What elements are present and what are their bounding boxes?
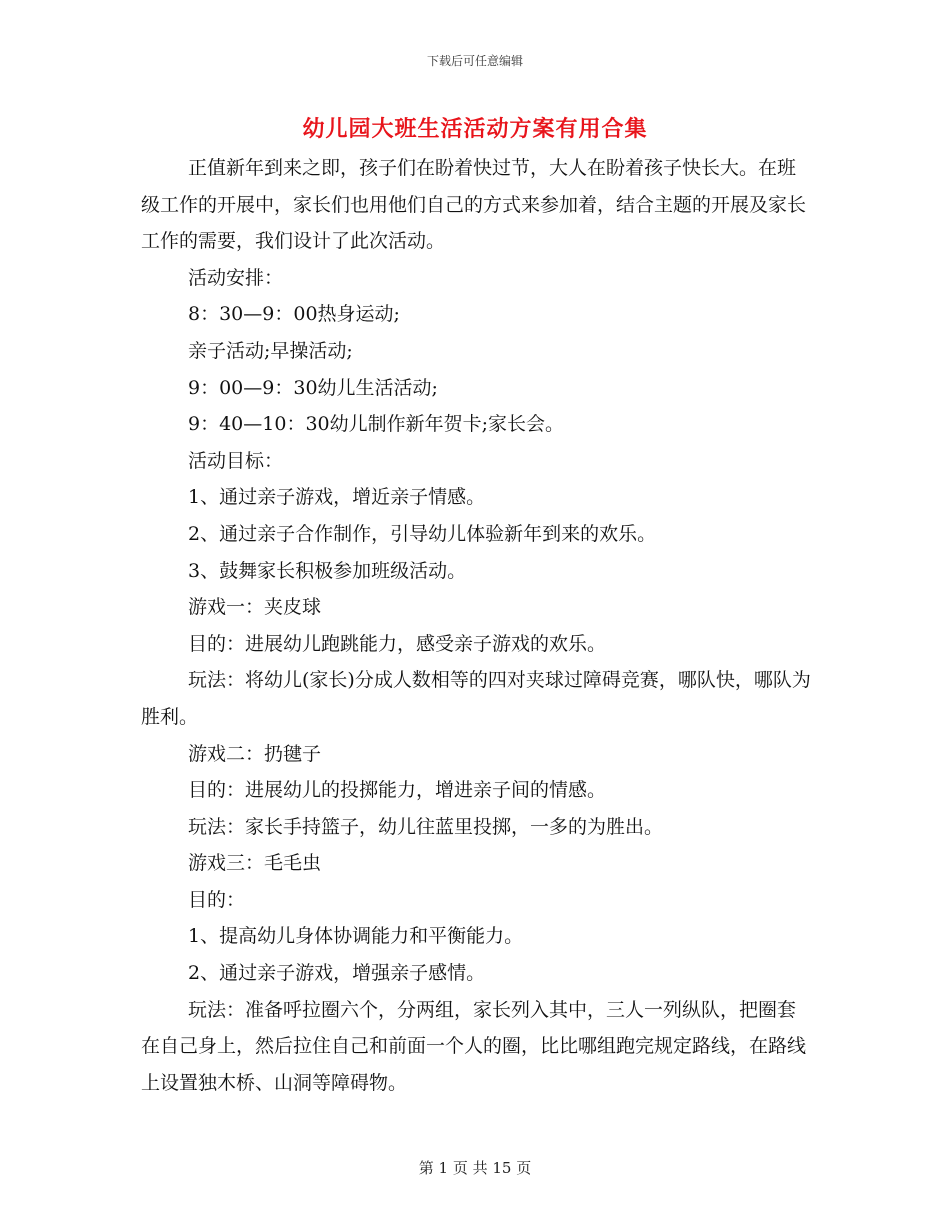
paragraph-schedule-heading: 活动安排： [188,266,284,289]
paragraph-schedule-4: 9：40—10：30幼儿制作新年贺卡;家长会。 [188,413,565,436]
paragraph-game-1-purpose: 目的：进展幼儿跑跳能力，感受亲子游戏的欢乐。 [188,632,607,655]
paragraph-goal-2: 2、通过亲子合作制作，引导幼儿体验新年到来的欢乐。 [188,522,657,545]
paragraph-game-3-purpose-heading: 目的： [188,888,246,911]
paragraph-schedule-1: 8：30—9：00热身运动; [188,303,400,326]
document-body [141,150,811,1101]
page-header: 下载后可任意编辑 [426,54,523,68]
paragraph-game-2-rules: 玩法：家长手持篮子，幼儿往蓝里投掷，一多的为胜出。 [188,815,664,838]
paragraph-game-1-title: 游戏一：夹皮球 [188,596,322,619]
paragraph-goal-1: 1、通过亲子游戏，增近亲子情感。 [188,486,486,509]
paragraph-game-2-title: 游戏二：扔毽子 [188,742,322,765]
paragraph-schedule-3: 9：00—9：30幼儿生活活动; [188,376,438,399]
paragraph-intro: 正值新年到来之即，孩子们在盼着快过节，大人在盼着孩子快长大。在班级工作的开展中，家长们也用他们自己的方式来参加着，结合主题的开展及家长工作的需要，我们设计了此次活动。 [141,157,807,253]
paragraph-game-1-rules: 玩法：将幼儿(家长)分成人数相等的四对夹球过障碍竞赛，哪队快，哪队为胜利。 [141,669,811,728]
paragraph-goal-3: 3、鼓舞家长积极参加班级活动。 [188,559,467,582]
paragraph-game-3-rules: 玩法：准备呼拉圈六个，分两组，家长列入其中，三人一列纵队，把圈套在自己身上，然后拉住自己和前面一个人的圈，比比哪组跑完规定路线，在路线上设置独木桥、山洞等障碍物。 [141,998,807,1094]
page-footer: 第 1 页 共 15 页 [418,1159,532,1177]
paragraph-goals-heading: 活动目标： [188,449,284,472]
paragraph-game-3-purpose-1: 1、提高幼儿身体协调能力和平衡能力。 [188,925,524,948]
document-title: 幼儿园大班生活活动方案有用合集 [302,116,648,142]
paragraph-game-2-purpose: 目的：进展幼儿的投掷能力，增进亲子间的情感。 [188,779,607,802]
paragraph-game-3-title: 游戏三：毛毛虫 [188,852,322,875]
paragraph-schedule-2: 亲子活动;早操活动; [188,339,353,362]
paragraph-game-3-purpose-2: 2、通过亲子游戏，增强亲子感情。 [188,962,486,985]
